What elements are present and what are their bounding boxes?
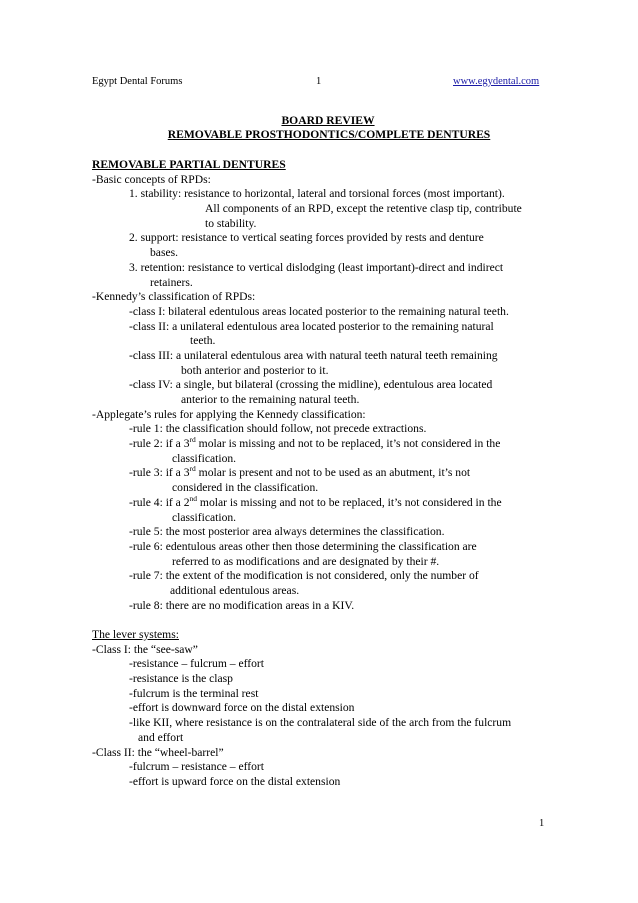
spacer [92, 613, 562, 628]
lever-class-1-c: -fulcrum is the terminal rest [129, 686, 259, 700]
header-left: Egypt Dental Forums [92, 76, 183, 87]
header-website-link[interactable]: www.egydental.com [453, 76, 540, 87]
doc-body [92, 158, 562, 790]
kennedy-class-2-cont: teeth. [190, 334, 216, 348]
rule-1: -rule 1: the classification should follow, not precede extractions. [129, 422, 427, 436]
rule-5: -rule 5: the most posterior area always determines the classification. [129, 525, 445, 539]
basic-item-2-cont: bases. [150, 246, 179, 260]
applegate-intro: -Applegate’s rules for applying the Kennedy classification: [92, 407, 366, 421]
kennedy-class-4-cont: anterior to the remaining natural teeth. [181, 393, 360, 406]
basic-item-2: 2. support: resistance to vertical seating forces provided by rests and denture [129, 231, 484, 245]
lever-class-1-b: -resistance is the clasp [129, 672, 233, 686]
basic-item-3: 3. retention: resistance to vertical dislodging (least important)-direct and indirect [129, 260, 504, 274]
rule-3-cont: considered in the classification. [172, 481, 319, 495]
lever-class-1-f: and effort [138, 730, 184, 744]
basic-intro: -Basic concepts of RPDs: [92, 172, 211, 186]
doc-title: BOARD REVIEW [281, 114, 375, 127]
basic-item-1-cont: All components of an RPD, except the retentive clasp tip, contribute [205, 202, 522, 216]
lever-class-2: -Class II: the “wheel-barrel” [92, 745, 224, 759]
lever-class-1-d: -effort is downward force on the distal extension [129, 701, 355, 715]
basic-item-1-cont2: to stability. [205, 216, 257, 230]
rule-7-cont: additional edentulous areas. [170, 583, 300, 597]
rule-2: -rule 2: if a 3rd molar is missing and not to be replaced, it’s not considered in the [129, 435, 501, 451]
section-heading: REMOVABLE PARTIAL DENTURES [92, 158, 286, 171]
rule-4: -rule 4: if a 2nd molar is missing and not to be replaced, it’s not considered in the [129, 493, 502, 509]
basic-item-3-cont: retainers. [150, 275, 193, 289]
lever-class-1: -Class I: the “see-saw” [92, 642, 198, 656]
kennedy-class-2: -class II: a unilateral edentulous area located posterior to the remaining natural [129, 319, 494, 333]
basic-item-1: 1. stability: resistance to horizontal, lateral and torsional forces (most important). [129, 187, 505, 201]
kennedy-intro: -Kennedy’s classification of RPDs: [92, 290, 256, 304]
kennedy-class-3-cont: both anterior and posterior to it. [181, 363, 329, 377]
kennedy-class-4: -class IV: a single, but bilateral (crossing the midline), edentulous area located [129, 378, 493, 392]
lever-heading: The lever systems: [92, 628, 179, 641]
lever-class-1-a: -resistance – fulcrum – effort [129, 657, 264, 671]
lever-class-2-a: -fulcrum – resistance – effort [129, 760, 264, 774]
rule-7: -rule 7: the extent of the modification is not considered, only the number of [129, 569, 479, 583]
kennedy-class-1: -class I: bilateral edentulous areas located posterior to the remaining natural teeth. [129, 304, 509, 318]
rule-3: -rule 3: if a 3rd molar is present and not to be used as an abutment, it’s not [129, 464, 471, 480]
lever-class-1-e: -like KII, where resistance is on the contralateral side of the arch from the fulcrum [129, 716, 512, 730]
footer-page-number: 1 [539, 818, 545, 829]
rule-4-cont: classification. [172, 510, 237, 524]
rule-6: -rule 6: edentulous areas other then those determining the classification are [129, 539, 477, 553]
rule-2-cont: classification. [172, 451, 237, 465]
rule-6-cont: referred to as modifications and are designated by their #. [172, 554, 440, 568]
header-page-number: 1 [316, 76, 322, 87]
lever-class-2-b: -effort is upward force on the distal extension [129, 774, 341, 788]
rule-8: -rule 8: there are no modification areas in a KIV. [129, 598, 355, 612]
doc-subtitle: REMOVABLE PROSTHODONTICS/COMPLETE DENTURES [167, 128, 491, 141]
kennedy-class-3: -class III: a unilateral edentulous area with natural teeth natural teeth remaining [129, 348, 498, 362]
